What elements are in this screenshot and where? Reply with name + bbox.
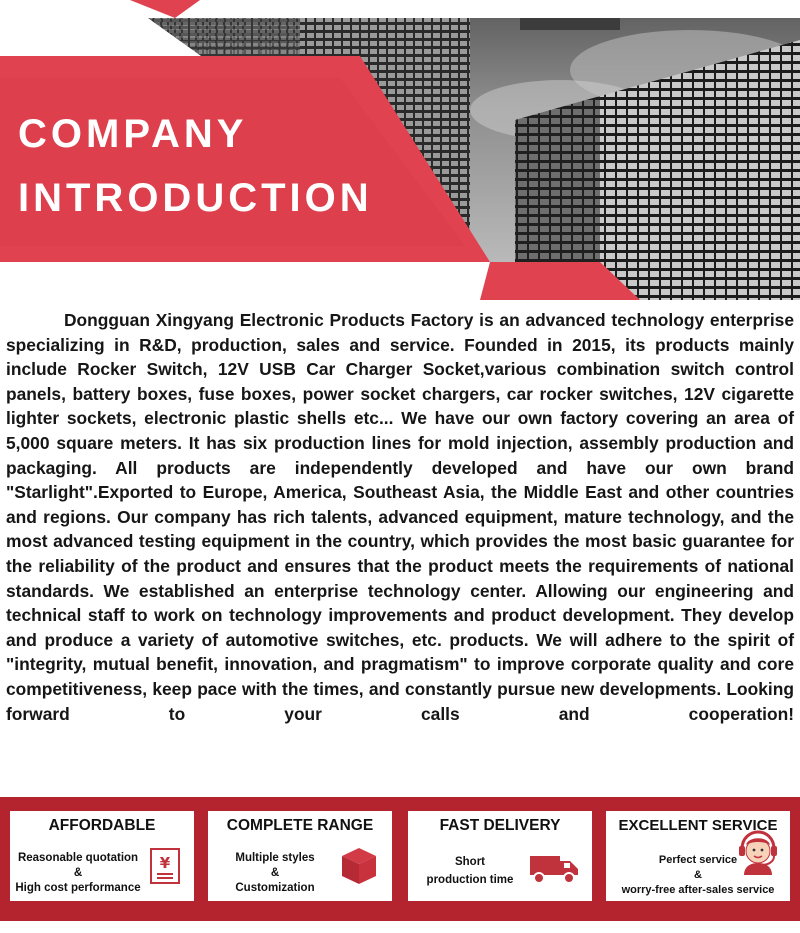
features-strip [0, 797, 800, 921]
feature-title: AFFORDABLE [48, 817, 156, 834]
svg-text:¥: ¥ [159, 854, 171, 872]
company-description [6, 308, 794, 726]
feature-line2: production time [426, 874, 514, 886]
feature-card-excellent-service [606, 811, 790, 901]
headset-agent-icon [736, 829, 780, 875]
feature-line1: Perfect service [658, 854, 738, 866]
feature-line2: High cost performance [15, 882, 141, 894]
title-line-company: COMPANY [18, 112, 248, 156]
feature-card-complete-range [208, 811, 392, 901]
feature-card-fast-delivery [408, 811, 592, 901]
feature-line2: Customization [235, 882, 315, 894]
feature-line1: Reasonable quotation [17, 852, 139, 864]
feature-card-affordable [10, 811, 194, 901]
feature-amp: & [73, 867, 83, 879]
feature-title: FAST DELIVERY [439, 817, 561, 834]
feature-line2: worry-free after-sales service [621, 884, 775, 896]
feature-title: COMPLETE RANGE [226, 817, 374, 834]
truck-icon [528, 851, 580, 885]
title-line-introduction: INTRODUCTION [18, 176, 373, 220]
feature-line1: Multiple styles [235, 852, 315, 864]
feature-text [414, 853, 526, 889]
feature-amp: & [270, 867, 280, 879]
feature-title: EXCELLENT SERVICE [618, 817, 778, 834]
company-description-text: Dongguan Xingyang Electronic Products Factory is an advanced technology enterprise specializing in R&D, production, sales and service. Founded in 2015, its products mainly include Rocker Switch, 12V USB Car Charger Socket,various combination switch control panels, battery boxes, fuse boxes, power socket chargers, car rocker switches, 12V cigarette lighter sockets, electronic plastic shells etc... We have our own factory covering an area of 5,000 square meters. It has six production lines for mold injection, assembly production and packaging. All products are independently developed and have our own brand "Starlight".Exported to Europe, America, Southeast Asia, the Middle East and other countries and regions. Our company has rich talents, advanced equipment, mature technology, and the most advanced testing equipment in the country, which provides the most basic guarantee for the reliability of the product and ensures that the product meets the requirements of national standards. We established an enterprise technology center. Allowing our engineering and technical staff to work on technology improvements and product development. They develop and produce a variety of automotive switches, etc. products. We will adhere to the spirit of "integrity, mutual benefit, innovation, and pragmatism" to improve corporate quality and core competitiveness, keep pace with the times, and constantly pursue new developments. Looking forward to your calls and cooperation! [6, 310, 794, 724]
feature-line1: Short [454, 856, 486, 868]
banner [0, 0, 800, 300]
feature-text [216, 851, 334, 896]
box-icon [338, 845, 380, 887]
feature-text [10, 851, 146, 896]
feature-amp: & [694, 869, 702, 881]
price-tag-icon [148, 847, 182, 885]
